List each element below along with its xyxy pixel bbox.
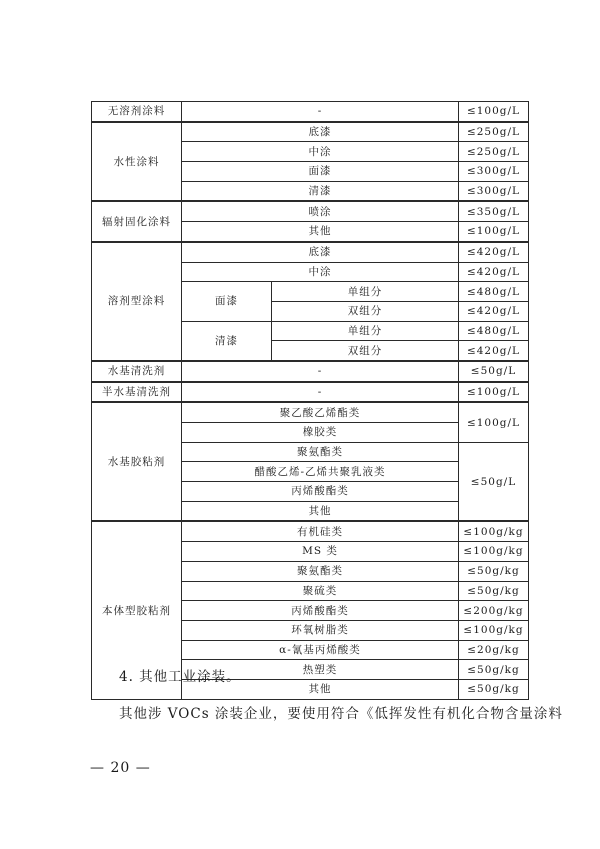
limit-cell: ≤300g/L: [459, 181, 529, 201]
body-paragraph: 其他涉 VOCs 涂装企业，要使用符合《低挥发性有机化合物含量涂料: [119, 706, 563, 722]
limit-cell: ≤100g/L: [459, 102, 529, 122]
limit-cell: ≤250g/L: [459, 122, 529, 142]
limit-cell: ≤50g/kg: [459, 660, 529, 680]
category-cell: 水基胶粘剂: [92, 402, 182, 521]
limit-cell: ≤350g/L: [459, 201, 529, 221]
subtype-cell: 聚氨酯类: [182, 561, 459, 581]
subtype-cell: 中涂: [182, 142, 459, 162]
category-cell: 水基清洗剂: [92, 361, 182, 382]
limit-cell: ≤50g/kg: [459, 561, 529, 581]
subtype-cell: 面漆: [182, 162, 459, 182]
subtype-cell: 其他: [182, 501, 459, 521]
limit-cell: ≤100g/L: [459, 402, 529, 442]
limit-cell: ≤250g/L: [459, 142, 529, 162]
subtype-cell: 聚氨酯类: [182, 442, 459, 462]
limit-cell: ≤420g/L: [459, 262, 529, 282]
limit-cell: ≤50g/kg: [459, 581, 529, 601]
limit-cell: ≤200g/kg: [459, 601, 529, 621]
subtype-cell: 其他: [182, 679, 459, 699]
table-row: [92, 521, 529, 541]
subtype-cell: 热塑类: [182, 660, 459, 680]
limit-cell: ≤480g/L: [459, 282, 529, 302]
item-cell: 双组分: [272, 341, 459, 361]
category-cell: 辐射固化涂料: [92, 201, 182, 241]
subtype-cell: α-氰基丙烯酸类: [182, 640, 459, 660]
subtype-cell: -: [182, 382, 459, 403]
limit-cell: ≤50g/L: [459, 361, 529, 382]
table-row: [92, 102, 529, 122]
table-row: [92, 382, 529, 403]
limit-cell: ≤50g/kg: [459, 679, 529, 699]
subtype-cell: 底漆: [182, 122, 459, 142]
subtype-cell: -: [182, 361, 459, 382]
voc-limits-table: [91, 101, 529, 700]
limit-cell: ≤420g/L: [459, 341, 529, 361]
subtype-cell: 聚乙酸乙烯酯类: [182, 402, 459, 422]
item-cell: 单组分: [272, 282, 459, 302]
table-row: [92, 361, 529, 382]
limit-cell: ≤300g/L: [459, 162, 529, 182]
subtype-cell: 醋酸乙烯-乙烯共聚乳液类: [182, 462, 459, 482]
page-number: — 20 —: [90, 760, 151, 776]
limit-cell: ≤100g/L: [459, 382, 529, 403]
subtype-cell: 有机硅类: [182, 521, 459, 541]
table-row: [92, 122, 529, 142]
category-cell: 水性涂料: [92, 122, 182, 202]
subtype-cell: 橡胶类: [182, 423, 459, 443]
section-heading: 4. 其他工业涂装。: [119, 669, 241, 685]
group-cell: 清漆: [182, 321, 272, 361]
limit-cell: ≤420g/L: [459, 242, 529, 262]
limit-cell: ≤20g/kg: [459, 640, 529, 660]
category-cell: 半水基清洗剂: [92, 382, 182, 403]
category-cell: 无溶剂涂料: [92, 102, 182, 122]
limit-cell: ≤100g/kg: [459, 620, 529, 640]
limit-cell: ≤50g/L: [459, 442, 529, 521]
table-row: [92, 402, 529, 422]
subtype-cell: 喷涂: [182, 201, 459, 221]
subtype-cell: 环氧树脂类: [182, 620, 459, 640]
limit-cell: ≤480g/L: [459, 321, 529, 341]
limit-cell: ≤100g/kg: [459, 542, 529, 562]
subtype-cell: MS 类: [182, 542, 459, 562]
table-row: [92, 201, 529, 221]
group-cell: 面漆: [182, 282, 272, 321]
subtype-cell: 中涂: [182, 262, 459, 282]
item-cell: 双组分: [272, 301, 459, 321]
subtype-cell: 清漆: [182, 181, 459, 201]
subtype-cell: -: [182, 102, 459, 122]
limit-cell: ≤420g/L: [459, 301, 529, 321]
category-cell: 本体型胶粘剂: [92, 521, 182, 699]
subtype-cell: 聚硫类: [182, 581, 459, 601]
subtype-cell: 丙烯酸酯类: [182, 601, 459, 621]
limit-cell: ≤100g/L: [459, 222, 529, 242]
subtype-cell: 底漆: [182, 242, 459, 262]
item-cell: 单组分: [272, 321, 459, 341]
category-cell: 溶剂型涂料: [92, 242, 182, 361]
limit-cell: ≤100g/kg: [459, 521, 529, 541]
table-row: [92, 242, 529, 262]
subtype-cell: 其他: [182, 222, 459, 242]
subtype-cell: 丙烯酸酯类: [182, 482, 459, 502]
